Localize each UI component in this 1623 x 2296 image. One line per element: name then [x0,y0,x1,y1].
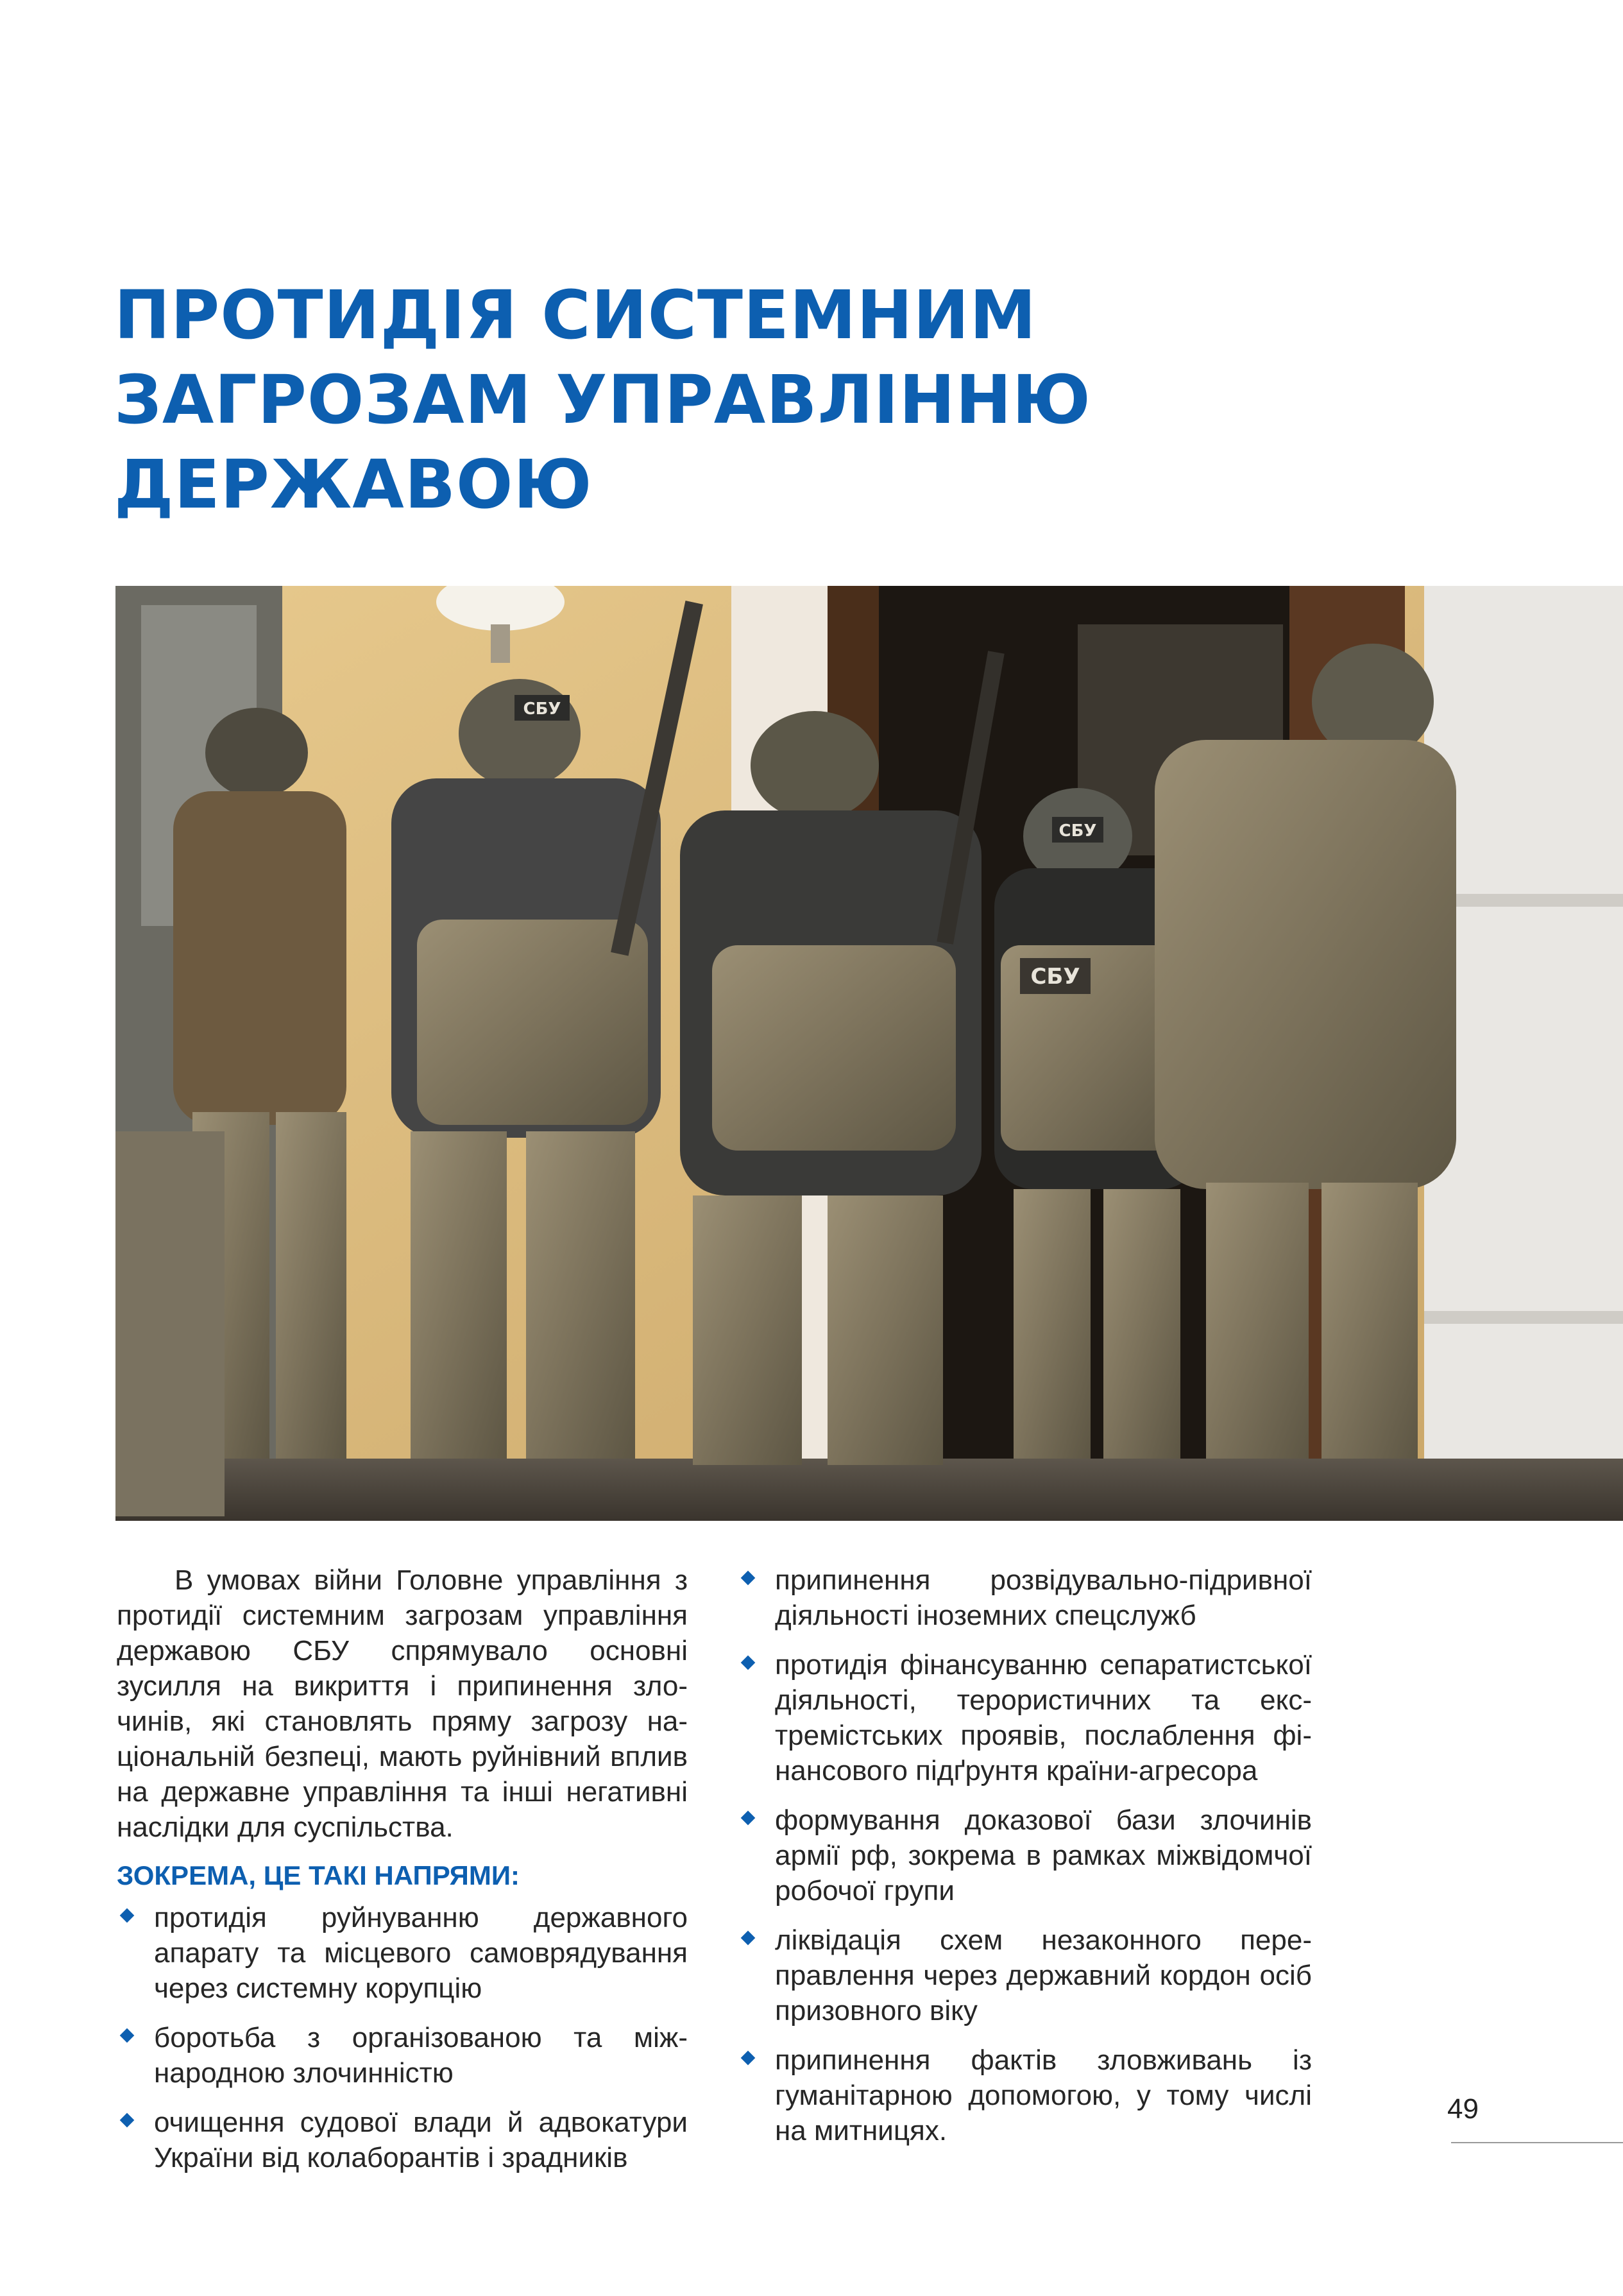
diamond-bullet-icon [741,1811,756,1826]
list-item [738,1563,1312,1633]
diamond-bullet-icon [120,2113,135,2128]
list-item-text: очищення судової влади й адвокатури України від колаборантів і зрадників [154,2107,688,2173]
intro-paragraph: В умовах війни Головне управління з протидії системним загрозам управління державою СБУ спрямувало основні зусилля на викриття і припинення злочинів, які становлять пряму загрозу національній безпеці, мають руйнівний вплив на державне управління та інші негативні наслідки для суспільства. [117,1564,688,1843]
diamond-bullet-icon [741,2051,756,2066]
sbu-patch [514,695,570,721]
list-item-text: протидія фінансуванню сепаратистської діяльності, терористичних та екстремістських проявів, послаблення фінансового підґрунтя країни-агресора [775,1649,1312,1786]
list-item-text: ліквідація схем незаконного переправлення через державний кордон осіб призовного віку [775,1924,1312,2026]
subheading: ЗОКРЕМА, ЦЕ ТАКІ НАПРЯМИ: [117,1860,520,1890]
list-item [117,1900,688,2006]
left-column [117,1563,688,2189]
list-item [738,1647,1312,1788]
patch-label: СБУ [1030,964,1080,990]
diamond-bullet-icon [120,1908,135,1923]
title-line: ПРОТИДІЯ СИСТЕМНИМ [114,276,1037,354]
special-forces-photo [115,586,1623,1521]
diamond-bullet-icon [741,1931,756,1946]
photo-illustration [115,586,1623,1521]
list-item-text: припинення розвідувально-підривної діяльності іноземних спецслужб [775,1564,1312,1631]
list-item [738,1803,1312,1908]
list-item [117,2020,688,2091]
right-column [738,1563,1312,2163]
directions-list-left [117,1900,688,2175]
list-item [117,2105,688,2175]
list-item [738,2043,1312,2148]
patch-label: СБУ [523,699,561,719]
list-item [738,1923,1312,2028]
sbu-patch [1052,817,1103,843]
title-line: ЗАГРОЗАМ УПРАВЛІННЮ [114,361,1091,439]
diamond-bullet-icon [741,1571,756,1586]
list-item-text: формування доказової бази злочинів армії рф, зокрема в рамках міжвідомчої робочої групи [775,1804,1312,1906]
page-title [114,273,1333,527]
directions-list-right [738,1563,1312,2148]
list-item-text: боротьба з організованою та міжнародною злочинністю [154,2022,688,2089]
patch-label: СБУ [1058,821,1097,841]
diamond-bullet-icon [120,2028,135,2043]
list-item-text: припинення фактів зловживань із гуманітарною допомогою, у тому числі на митницях. [775,2044,1312,2146]
diamond-bullet-icon [741,1656,756,1670]
page-number: 49 [1447,2093,1479,2125]
footer-rule [1451,2142,1623,2143]
sbu-patch [1020,958,1091,994]
title-line: ДЕРЖАВОЮ [114,445,593,524]
list-item-text: протидія руйнуванню державного апарату та місцевого самоврядування через системну корупцію [154,1902,688,2004]
